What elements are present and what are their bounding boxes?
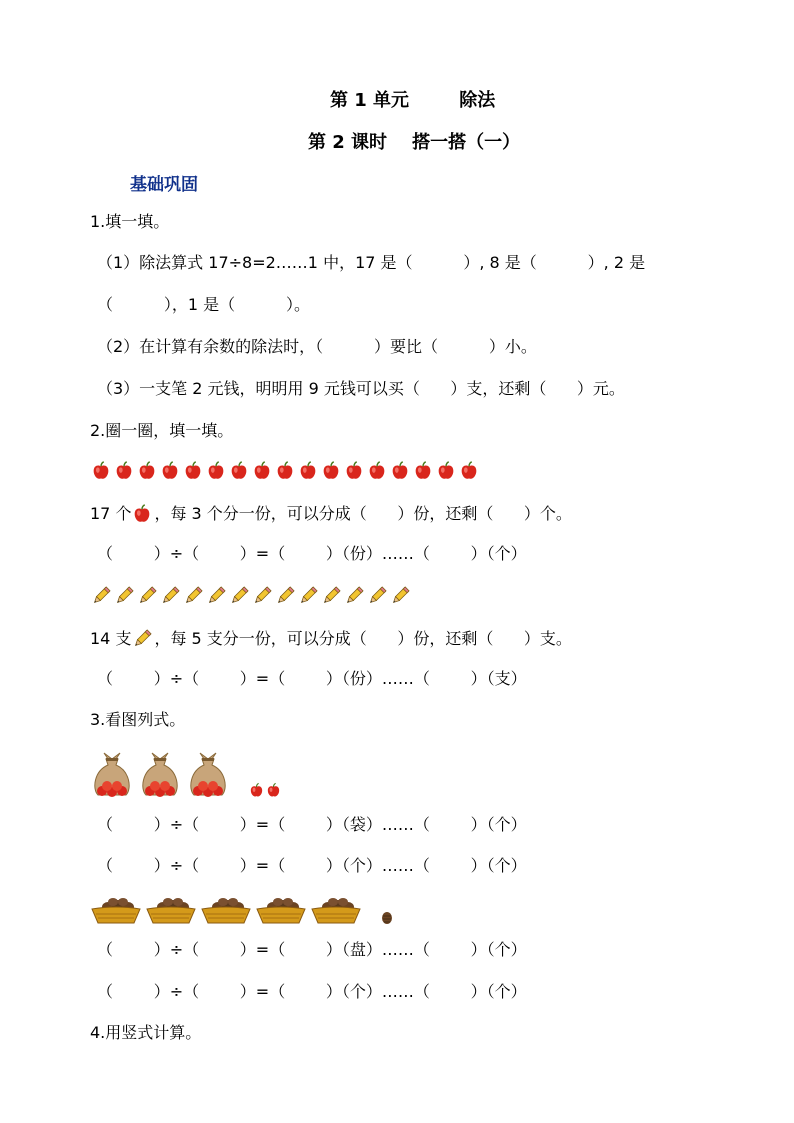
- section-title: 基础巩固: [130, 175, 198, 195]
- apple-icon: [297, 460, 319, 482]
- pencil-icon: [131, 628, 153, 650]
- q2-apple-equation: （ ）÷（ ）=（ ）（份）……（ ）（个）: [97, 544, 527, 563]
- q4-title: 4.用竖式计算。: [90, 1023, 202, 1042]
- pencil-icon: [320, 585, 342, 607]
- pinecone-icon: [381, 911, 393, 925]
- apple-icon: [251, 460, 273, 482]
- pencil-icon: [113, 585, 135, 607]
- apple-icon: [412, 460, 434, 482]
- pinecone-basket-icon: [200, 895, 252, 925]
- apple-icon: [343, 460, 365, 482]
- pencil-icon: [389, 585, 411, 607]
- q3-title: 3.看图列式。: [90, 710, 186, 729]
- q1-title: 1.填一填。: [90, 212, 170, 231]
- apple-question-text: ，每 3 个分一份，可以分成（ ）份，还剩（ ）个。: [154, 504, 572, 523]
- apple-icon: [136, 460, 158, 482]
- apple-icon: [205, 460, 227, 482]
- apple-icon: [366, 460, 388, 482]
- pencil-icon: [274, 585, 296, 607]
- q2-apple-sentence: [90, 503, 572, 525]
- apple-icon: [159, 460, 181, 482]
- pencil-icon: [182, 585, 204, 607]
- q2-title: 2.圈一圈，填一填。: [90, 421, 234, 440]
- apple-count-text: 17 个: [90, 504, 132, 523]
- q2-pencil-sentence: [90, 628, 572, 650]
- pinecone-basket-icon: [145, 895, 197, 925]
- pencil-icon: [136, 585, 158, 607]
- apple-icon: [274, 460, 296, 482]
- pencil-icon: [297, 585, 319, 607]
- apple-bag-icon: [90, 749, 134, 799]
- apple-icon: [228, 460, 250, 482]
- apple-icon: [458, 460, 480, 482]
- pinecone-basket-icon: [90, 895, 142, 925]
- pencil-icon: [343, 585, 365, 607]
- q2-pencil-equation: （ ）÷（ ）=（ ）（份）……（ ）（支）: [97, 669, 527, 688]
- apple-icon: [90, 460, 112, 482]
- q3-basket-equation-1: （ ）÷（ ）=（ ）（盘）……（ ）（个）: [97, 940, 527, 959]
- apple-icon: [248, 782, 265, 799]
- lesson-title: 第 2 课时 搭一搭（一）: [308, 132, 521, 153]
- q3-bag-equation-2: （ ）÷（ ）=（ ）（个）……（ ）（个）: [97, 856, 527, 875]
- q1-part3: （3）一支笔 2 元钱，明明用 9 元钱可以买（ ）支，还剩（ ）元。: [97, 379, 625, 398]
- apple-bag-icon: [138, 749, 182, 799]
- pencil-icon: [251, 585, 273, 607]
- pencil-icon: [205, 585, 227, 607]
- q3-basket-equation-2: （ ）÷（ ）=（ ）（个）……（ ）（个）: [97, 982, 527, 1001]
- apple-bag-icon: [186, 749, 230, 799]
- apple-icon: [389, 460, 411, 482]
- q1-part2: （2）在计算有余数的除法时，（ ）要比（ ）小。: [97, 337, 537, 356]
- unit-title: 第 1 单元 除法: [330, 90, 496, 111]
- pencil-question-text: ，每 5 支分一份，可以分成（ ）份，还剩（ ）支。: [154, 629, 572, 648]
- pinecone-basket-icon: [255, 895, 307, 925]
- q1-part1-line2: （ ），1 是（ ）。: [97, 295, 310, 314]
- apple-icon: [320, 460, 342, 482]
- pencil-icon: [366, 585, 388, 607]
- apple-icon: [435, 460, 457, 482]
- pencil-count-text: 14 支: [90, 629, 132, 648]
- pencil-row: [90, 584, 412, 608]
- pinecone-basket-icon: [310, 895, 362, 925]
- pencil-icon: [90, 585, 112, 607]
- pencil-icon: [228, 585, 250, 607]
- apple-icon: [131, 503, 153, 525]
- q1-part1-line1: （1）除法算式 17÷8=2……1 中，17 是（ ）, 8 是（ ）, 2 是: [97, 253, 646, 272]
- apple-icon: [265, 782, 282, 799]
- q3-bag-equation-1: （ ）÷（ ）=（ ）（袋）……（ ）（个）: [97, 815, 527, 834]
- apple-icon: [182, 460, 204, 482]
- apple-icon: [113, 460, 135, 482]
- pencil-icon: [159, 585, 181, 607]
- bag-row: [90, 747, 282, 799]
- basket-row: [90, 893, 393, 925]
- apple-row: [90, 459, 481, 483]
